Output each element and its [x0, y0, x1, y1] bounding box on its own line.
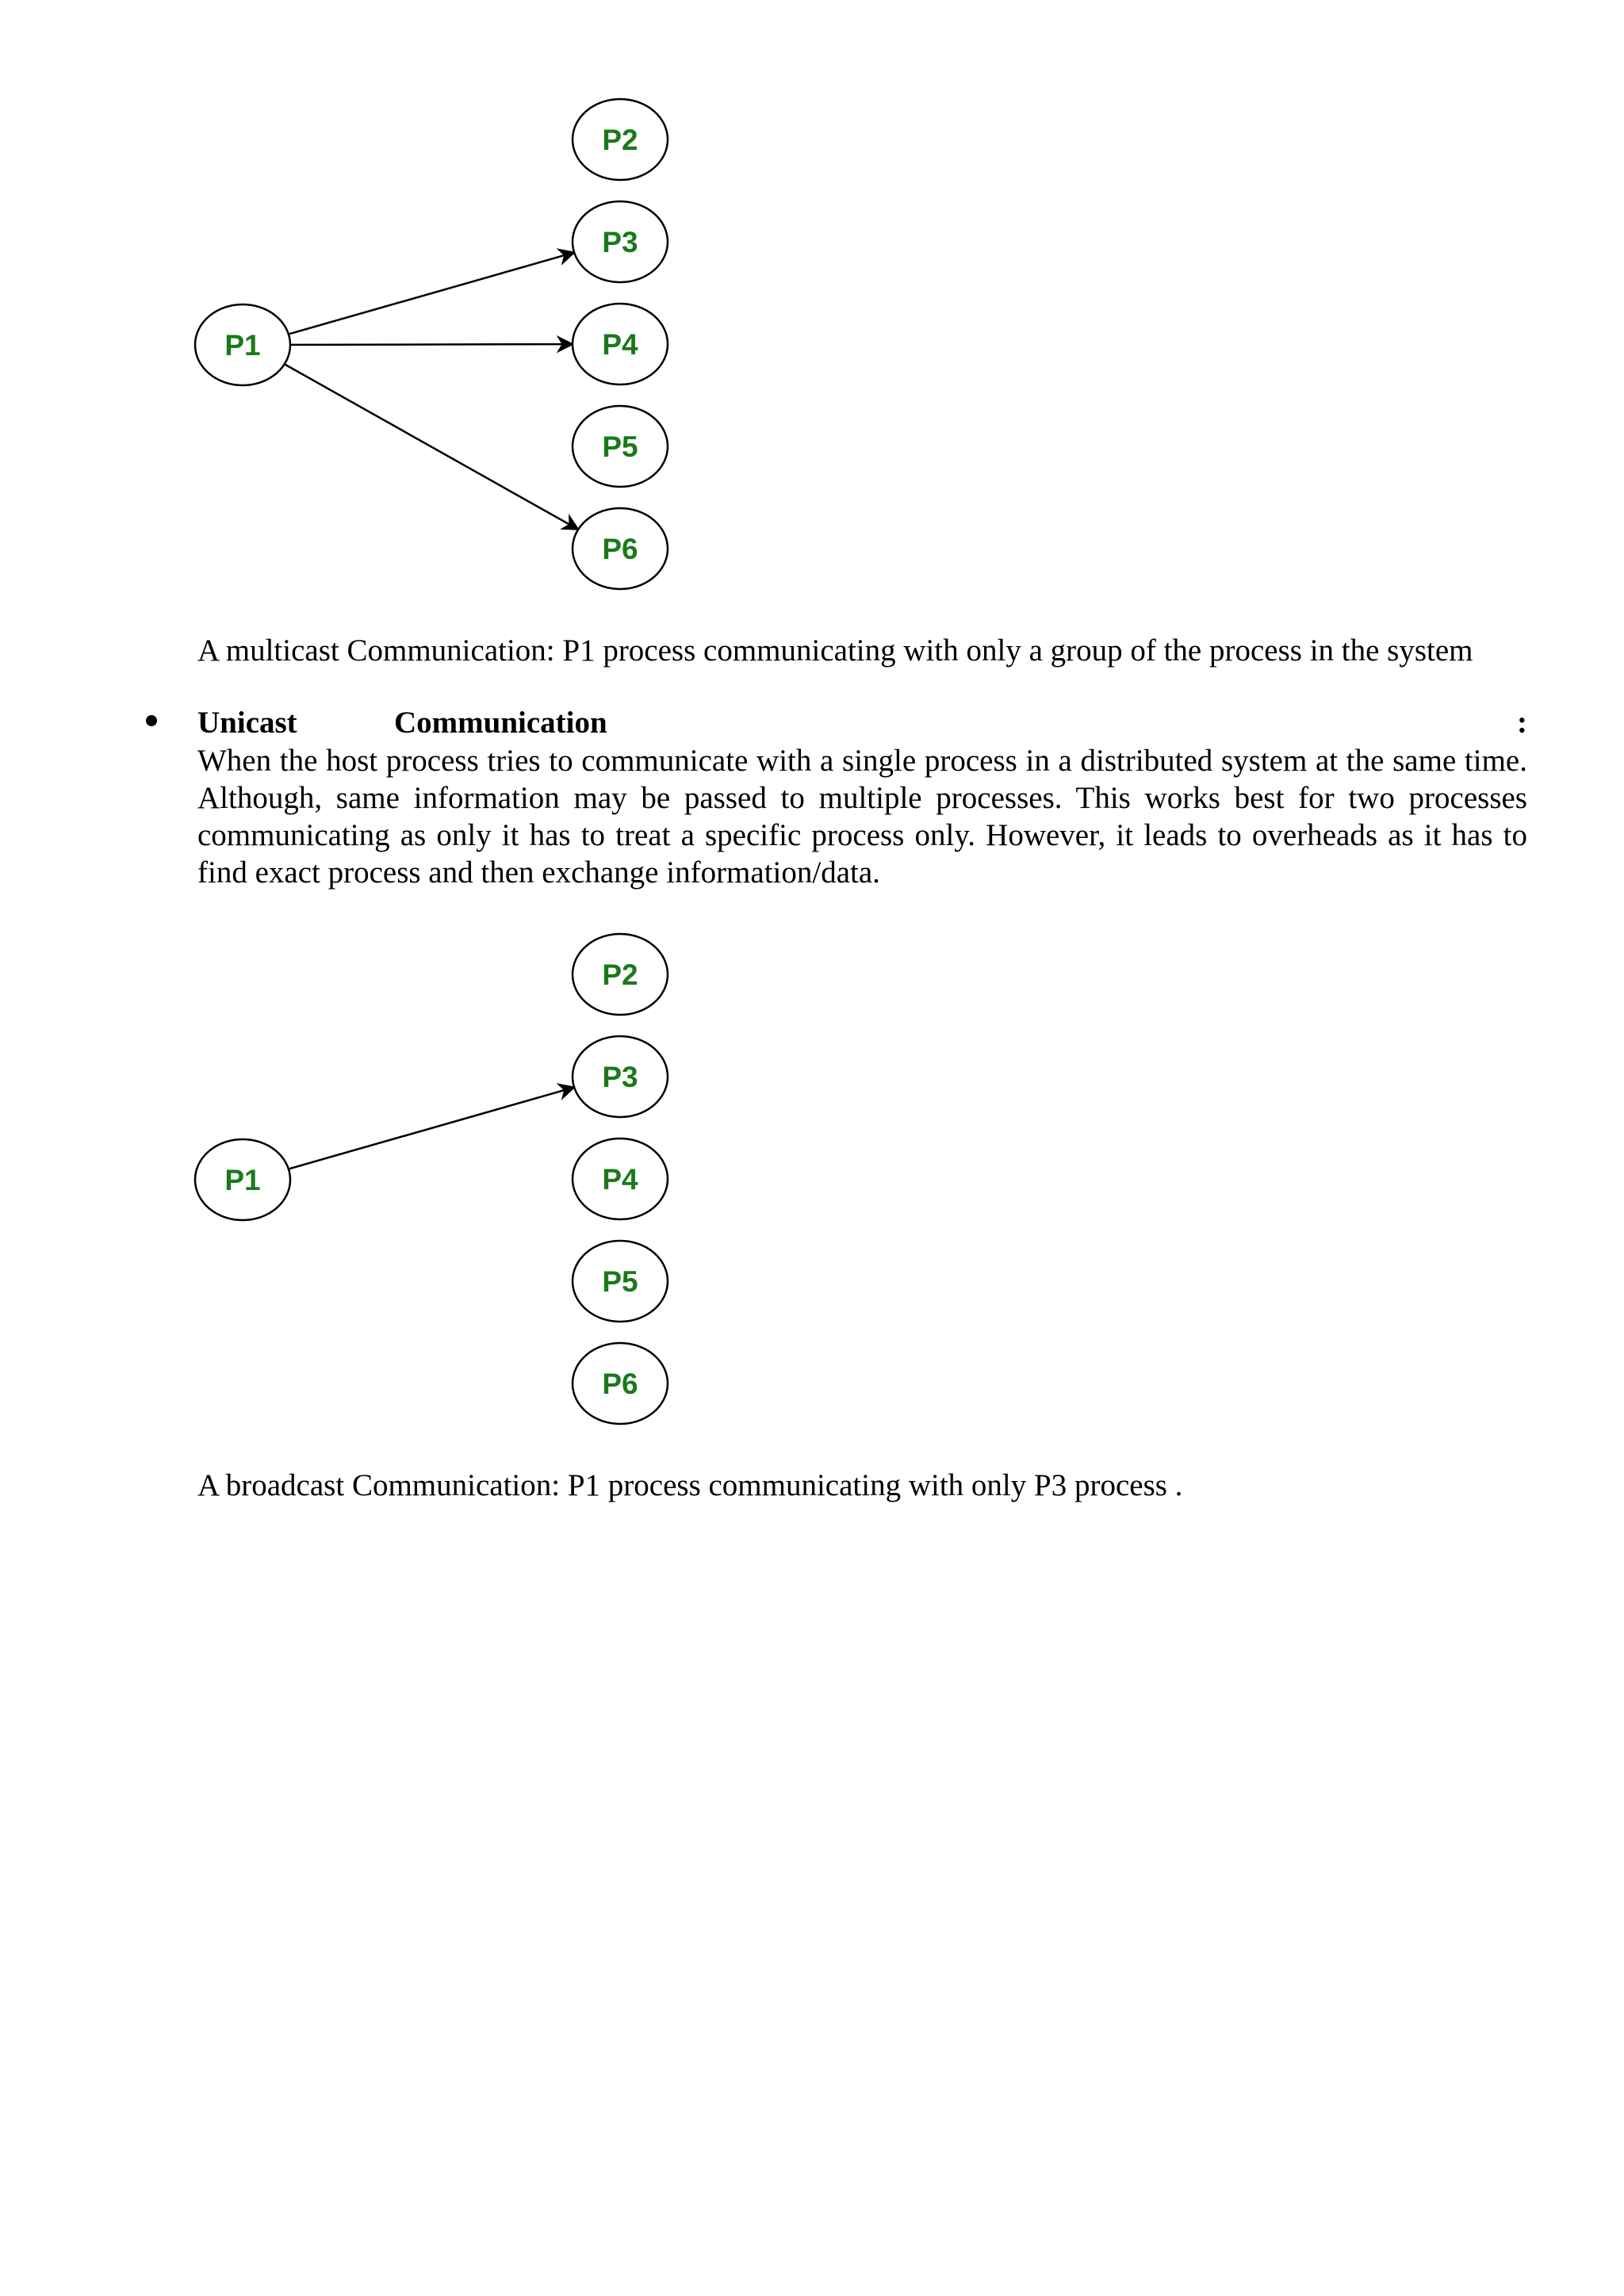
multicast-node-p5 — [573, 406, 668, 487]
multicast-node-label: P4 — [602, 328, 638, 361]
unicast-node-p4 — [573, 1138, 668, 1219]
multicast-edge-p1-to-p4 — [289, 344, 573, 345]
unicast-node-label: P4 — [602, 1163, 638, 1196]
unicast-node-p2 — [573, 934, 668, 1015]
multicast-diagram — [0, 79, 1624, 603]
multicast-node-p3 — [573, 201, 668, 282]
unicast-node-p5 — [573, 1241, 668, 1322]
multicast-node-p4 — [573, 304, 668, 385]
unicast-node-label: P6 — [602, 1368, 638, 1400]
unicast-node-p3 — [573, 1036, 668, 1117]
unicast-node-label: P2 — [602, 959, 638, 991]
multicast-diagram-svg — [0, 79, 1624, 603]
multicast-edge-p1-to-p6 — [284, 364, 578, 530]
unicast-edge-p1-to-p3 — [288, 1087, 574, 1169]
multicast-node-label: P6 — [602, 533, 638, 565]
bullet-dot — [146, 715, 157, 726]
multicast-edge-p1-to-p3 — [288, 252, 574, 334]
multicast-caption: A multicast Communication: P1 process communicating with only a group of the process in the system — [197, 633, 1473, 668]
multicast-node-p1 — [195, 304, 290, 385]
unicast-node-label: P5 — [602, 1265, 638, 1298]
unicast-heading — [197, 704, 1527, 741]
unicast-heading-word: Unicast — [197, 706, 297, 740]
unicast-diagram-svg — [0, 914, 1624, 1437]
unicast-node-label: P1 — [224, 1164, 261, 1196]
multicast-node-label: P5 — [602, 430, 638, 463]
broadcast-caption: A broadcast Communication: P1 process communicating with only P3 process . — [197, 1468, 1183, 1502]
unicast-description: When the host process tries to communicate with a single process in a distributed system at the same time. Although, same information may be passed to multiple processes. This works best for two processes communicating as only it has to treat a specific process only. However, it leads to overheads as it has to find exact process and then exchange information/data. — [197, 744, 1527, 890]
multicast-node-p6 — [573, 508, 668, 589]
multicast-node-label: P2 — [602, 124, 638, 156]
multicast-node-label: P1 — [224, 329, 261, 362]
communication-heading-word: Communication — [394, 706, 607, 740]
unicast-node-label: P3 — [602, 1061, 638, 1093]
heading-colon: : — [1517, 706, 1527, 740]
multicast-node-label: P3 — [602, 226, 638, 258]
unicast-node-p6 — [573, 1343, 668, 1424]
unicast-node-p1 — [195, 1139, 290, 1220]
multicast-node-p2 — [573, 99, 668, 180]
unicast-diagram — [0, 914, 1624, 1437]
